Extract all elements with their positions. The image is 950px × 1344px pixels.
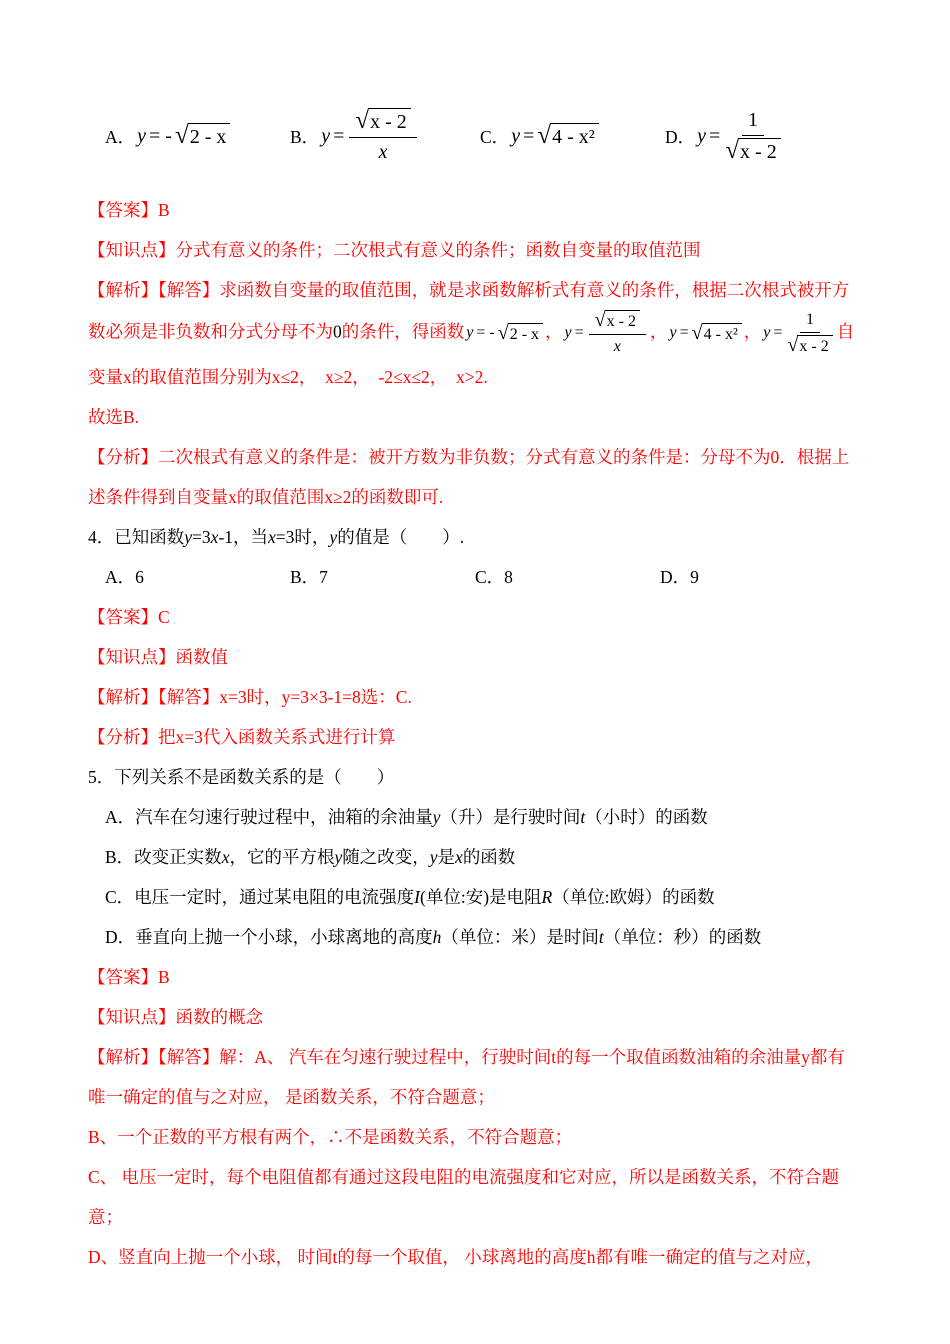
radicand: x - 2 (605, 310, 640, 331)
q5-analysis-b: B、一个正数的平方根有两个，∴不是函数关系，不符合题意； (88, 1126, 573, 1147)
q5-option-c (88, 877, 862, 917)
sqrt-symbol: √ (725, 137, 740, 164)
text-segment: A．汽车在匀速行驶过程中，油箱的余油量 (105, 806, 433, 827)
fraction-numerator (589, 310, 646, 335)
text-segment: （单位：秒）的函数 (603, 926, 762, 947)
math-variable: y (184, 526, 193, 547)
math-variable: t (580, 806, 586, 827)
var-y: y (763, 324, 771, 342)
math-variable: y (432, 806, 441, 827)
equation-relation: = (709, 124, 721, 147)
q4-option-d: D．9 (660, 566, 699, 587)
sqrt-symbol: √ (355, 107, 370, 134)
q3-option-a (105, 123, 290, 149)
text-segment: ，它的平方根 (229, 846, 335, 867)
var-y: y (511, 124, 521, 147)
equation-relation: = (523, 124, 535, 147)
sqrt-radical (355, 108, 410, 134)
math-variable: R (541, 886, 553, 907)
fraction-denominator: x (613, 338, 621, 356)
math-variable: x (221, 846, 230, 867)
math-variable: x (268, 526, 276, 547)
option-label-c: C． (480, 126, 510, 147)
text-segment: （升）是行驶时间 (440, 806, 581, 827)
radicand: x - 2 (797, 335, 832, 356)
option-label-b: B． (290, 126, 320, 147)
q5-option-a (88, 797, 862, 837)
q3-option-c (480, 123, 665, 149)
fraction (589, 310, 646, 357)
math-variable: y (329, 526, 338, 547)
q3-analysis-line-2 (88, 310, 862, 357)
radicand: x - 2 (368, 108, 411, 134)
sqrt-radical (725, 138, 780, 164)
q5-title: 5．下列关系不是函数关系的是（ ） (88, 766, 395, 787)
q5-analysis-c: C、 电压一定时，每个电阻值都有通过这段电阻的电流强度和它对应，所以是函数关系，不符合题意； (88, 1166, 840, 1227)
var-y: y (137, 124, 147, 147)
separator-comma: ， (743, 321, 762, 342)
var-y: y (466, 324, 474, 342)
var-y: y (321, 124, 331, 147)
radicand: 2 - x (188, 123, 231, 149)
math-variable: t (598, 926, 604, 947)
equation-d (697, 108, 783, 164)
sqrt-radical (787, 335, 832, 356)
math-variable: y (429, 846, 438, 867)
analysis-zero: 0 (333, 321, 342, 342)
equation-relation: = (333, 124, 345, 147)
q5-answer: 【答案】B (88, 966, 170, 987)
var-y: y (564, 324, 572, 342)
var-y: y (669, 324, 677, 342)
q5-option-b (88, 837, 862, 877)
text-segment: =3 (192, 526, 211, 547)
radicand: x - 2 (738, 138, 781, 164)
radicand: 4 - x² (550, 123, 599, 149)
q5-analysis-a: 【解析】【解答】解：A、 汽车在匀速行驶过程中，行驶时间t的每一个取值函数油箱的余油量y都有唯一确定的值与之对应， 是函数关系，不符合题意； (88, 1046, 845, 1107)
fraction-numerator (349, 108, 416, 138)
fraction (787, 310, 832, 357)
q3-options-row (88, 104, 862, 168)
q3-analysis-line-3: 变量x的取值范围分别为x≤2， x≥2， -2≤x≤2， x>2. (88, 366, 488, 387)
text-segment: B．改变正实数 (105, 846, 222, 867)
q5-knowledge-points: 【知识点】函数的概念 (88, 1006, 263, 1027)
sqrt-radical (692, 323, 742, 344)
fraction (349, 108, 416, 164)
separator-comma: ， (649, 321, 668, 342)
text-segment: （单位：米）是时间 (441, 926, 599, 947)
text-segment: 是 (437, 846, 456, 867)
var-y: y (697, 124, 707, 147)
q4-review: 【分析】把x=3代入函数关系式进行计算 (88, 726, 396, 747)
math-variable: I (414, 886, 420, 907)
fraction-denominator: x (378, 141, 388, 163)
text-segment: 的值是（ ）. (337, 526, 465, 547)
text-segment: （小时）的函数 (585, 806, 708, 827)
separator-comma: ， (545, 321, 563, 342)
math-variable: x (210, 526, 219, 547)
text-segment: D．垂直向上抛一个小球，小球离地的高度 (105, 926, 433, 947)
equation-a-inline (466, 313, 543, 353)
text-segment: =3时， (275, 526, 330, 547)
sqrt-symbol: √ (691, 321, 703, 344)
fraction (725, 108, 780, 164)
equation-relation: = (773, 324, 783, 342)
option-label-d: D． (665, 126, 696, 147)
q4-analysis: 【解析】【解答】x=3时，y=3×3-1=8选：C. (88, 686, 412, 707)
equation-relation: = (574, 324, 584, 342)
sqrt-radical (498, 323, 543, 344)
q4-title (88, 517, 862, 557)
q3-option-d (665, 108, 862, 164)
q3-option-b (290, 108, 480, 164)
fraction-denominator (725, 136, 780, 164)
analysis-text: 数必须是非负数和分式分母不为 (88, 321, 333, 342)
sqrt-radical (537, 123, 598, 149)
equation-c-inline (669, 313, 741, 353)
fraction-denominator (787, 333, 832, 356)
fraction-numerator: 1 (800, 310, 820, 333)
text-segment: C．电压一定时，通过某电阻的电流强度 (105, 886, 415, 907)
q3-knowledge-points: 【知识点】分式有意义的条件；二次根式有意义的条件；函数自变量的取值范围 (88, 240, 701, 260)
sqrt-symbol: √ (497, 321, 509, 344)
radicand: 2 - x (508, 323, 543, 344)
text-segment: 4．已知函数 (88, 526, 185, 547)
sqrt-radical (175, 123, 230, 149)
q4-option-c: C．8 (475, 566, 513, 587)
text-segment: (单位:安)是电阻 (420, 886, 542, 907)
equation-b-inline (565, 310, 648, 357)
equation-relation: = - (476, 324, 495, 342)
text-segment: 的函数 (462, 846, 516, 867)
equation-c (511, 123, 599, 149)
q5-analysis-d: D、竖直向上抛一个小球， 时间t的每一个取值， 小球离地的高度h都有唯一确定的值与之对应， (88, 1246, 823, 1267)
option-label-a: A． (105, 126, 136, 147)
q3-review: 【分析】二次根式有意义的条件是：被开方数为非负数；分式有意义的条件是：分母不为0．根据上述条件得到自变量x的取值范围x≥2的函数即可. (88, 446, 850, 507)
equation-b (321, 108, 419, 164)
equation-d-inline (763, 310, 834, 357)
text-segment: -1，当 (218, 526, 269, 547)
text-segment: （单位:欧姆）的函数 (552, 886, 715, 907)
analysis-text: 自 (836, 321, 855, 342)
equation-relation: = (679, 324, 689, 342)
q4-option-b: B．7 (290, 566, 328, 587)
q5-option-d (88, 917, 862, 957)
text-segment: 随之改变， (342, 846, 430, 867)
sqrt-symbol: √ (594, 309, 606, 331)
q4-knowledge-points: 【知识点】函数值 (88, 646, 228, 667)
q4-option-a: A．6 (105, 566, 144, 587)
radicand: 4 - x² (702, 323, 742, 344)
q3-conclusion: 故选B. (88, 406, 140, 427)
q3-analysis-line-1: 【解析】【解答】求函数自变量的取值范围，就是求函数解析式有意义的条件，根据二次根式被开方 (88, 280, 850, 300)
math-variable: h (432, 926, 442, 947)
equation-relation: = - (149, 124, 172, 147)
equation-a (137, 123, 230, 149)
fraction-numerator: 1 (742, 108, 764, 136)
sqrt-symbol: √ (537, 122, 552, 149)
sqrt-radical (595, 310, 640, 331)
math-variable: y (334, 846, 343, 867)
q4-answer: 【答案】C (88, 606, 170, 627)
sqrt-symbol: √ (174, 122, 189, 149)
sqrt-symbol: √ (787, 334, 799, 357)
q3-answer: 【答案】B (88, 200, 170, 220)
q4-options-row (88, 557, 862, 597)
math-variable: x (455, 846, 463, 867)
analysis-text: 的条件，得函数 (341, 321, 465, 342)
